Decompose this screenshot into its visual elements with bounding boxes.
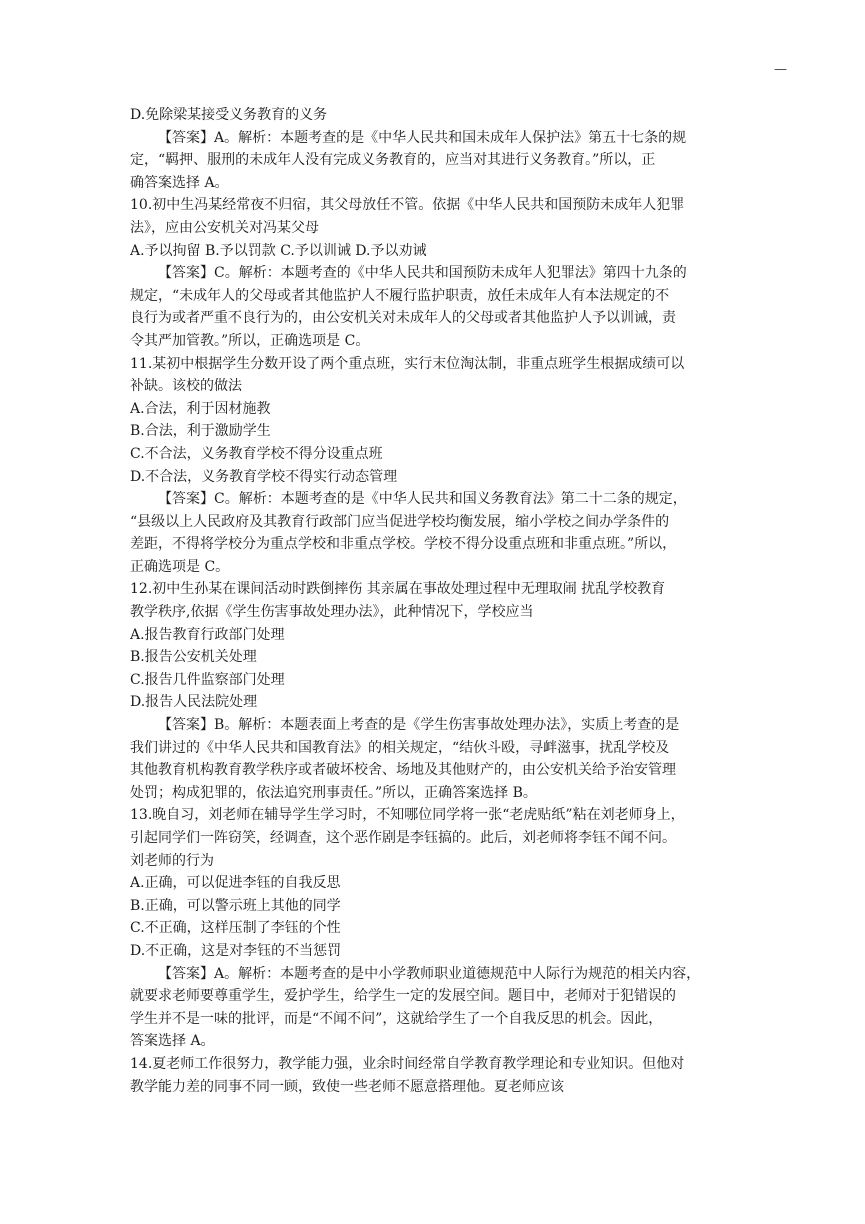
text-line: 良行为或者严重不良行为的，由公安机关对未成年人的父母或者其他监护人予以训诫，责 [130,310,676,327]
text-line: B.报告公安机关处理 [130,649,257,666]
text-line: 学生并不是一味的批评，而是“不闻不问”，这就给学生了一个自我反思的机会。因此， [130,1010,663,1027]
text-line: 刘老师的行为 [130,852,214,869]
text-line: 法》，应由公安机关对冯某父母 [130,219,319,236]
text-line: 13.晚自习，刘老师在辅导学生学习时，不知哪位同学将一张“老虎贴纸”粘在刘老师身上， [130,807,685,824]
text-line: 其他教育机构教育教学秩序或者破坏校舍、场地及其他财产的，由公安机关给予治安管理 [130,762,676,779]
text-line: 【答案】C。解析：本题考查的《中华人民共和国预防未成年人犯罪法》第四十九条的 [158,265,687,282]
page-header-mark: — [774,62,787,77]
text-line: 定，“羁押、服刑的未成年人没有完成义务教育的，应当对其进行义务教育。”所以，正 [130,152,656,169]
text-line: 我们讲过的《中华人民共和国教育法》的相关规定，“结伙斗殴，寻衅滋事，扰乱学校及 [130,739,670,756]
text-line: 差距，不得将学校分为重点学校和非重点学校。学校不得分设重点班和非重点班。”所以， [130,536,677,553]
text-line: D.报告人民法院处理 [130,694,258,711]
text-line: D.不合法，义务教育学校不得实行动态管理 [130,468,398,485]
text-line: 教学能力差的同事不同一顾，致使一些老师不愿意搭理他。夏老师应该 [130,1078,564,1095]
text-line: 【答案】C。解析：本题考查的是《中华人民共和国义务教育法》第二十二条的规定， [158,491,687,508]
text-line: A.报告教育行政部门处理 [130,626,285,643]
text-line: D.免除梁某接受义务教育的义务 [130,107,328,123]
text-line: C.报告几件监察部门处理 [130,671,285,688]
text-line: B.合法，利于激励学生 [130,423,271,440]
text-line: “县级以上人民政府及其教育行政部门应当促进学校均衡发展，缩小学校之间办学条件的 [130,513,670,530]
text-line: C.不合法，义务教育学校不得分设重点班 [130,445,383,462]
text-line: 补缺。该校的做法 [130,378,242,395]
text-line: 【答案】B。解析：本题表面上考查的是《学生伤害事故处理办法》，实质上考查的是 [158,717,680,734]
text-line: A.正确，可以促进李钰的自我反思 [130,875,341,892]
text-line: B.正确，可以警示班上其他的同学 [130,897,341,914]
text-line: 教学秩序,依据《学生伤害事故处理办法》，此种情况下，学校应当 [130,604,534,621]
text-line: A.合法，利于因材施教 [130,400,271,417]
text-line: 14.夏老师工作很努力，教学能力强，业余时间经常自学教育教学理论和专业知识。但他对 [130,1055,685,1072]
text-line: 12.初中生孙某在课间活动时跌倒摔伤 其亲属在事故处理过程中无理取闹 扰乱学校教育 [130,581,666,598]
text-line: 引起同学们一阵窃笑，经调查，这个恶作剧是李钰搞的。此后，刘老师将李钰不闻不问。 [130,830,676,846]
text-line: 确答案选择 A。 [130,174,229,191]
text-line: C.不正确，这样压制了李钰的个性 [130,920,341,937]
text-line: 规定，“未成年人的父母或者其他监护人不履行监护职责，放任未成年人有本法规定的不 [130,287,670,304]
text-line: A.予以拘留 B.予以罚款 C.予以训诫 D.予以劝诫 [130,242,427,259]
text-line: 【答案】A。解析：本题考查的是《中华人民共和国未成年人保护法》第五十七条的规 [158,129,687,146]
text-line: 令其严加管教。”所以，正确选项是 C。 [130,332,370,349]
text-line: 10.初中生冯某经常夜不归宿，其父母放任不管。依据《中华人民共和国预防未成年人犯罪 [130,197,685,214]
text-line: 【答案】A。解析：本题考查的是中小学教师职业道德规范中人际行为规范的相关内容， [158,965,701,982]
text-line: 处罚；构成犯罪的，依法追究刑事责任。”所以，正确答案选择 B。 [130,784,537,801]
text-line: 正确选项是 C。 [130,558,230,575]
text-line: D.不正确，这是对李钰的不当惩罚 [130,942,342,959]
text-line: 答案选择 A。 [130,1033,215,1050]
text-line: 11.某初中根据学生分数开设了两个重点班，实行末位淘汰制，非重点班学生根据成绩可以 [130,355,685,372]
document-body [130,104,736,1098]
text-line: 就要求老师要尊重学生，爱护学生，给学生一定的发展空间。题目中，老师对于犯错误的 [130,988,676,1005]
